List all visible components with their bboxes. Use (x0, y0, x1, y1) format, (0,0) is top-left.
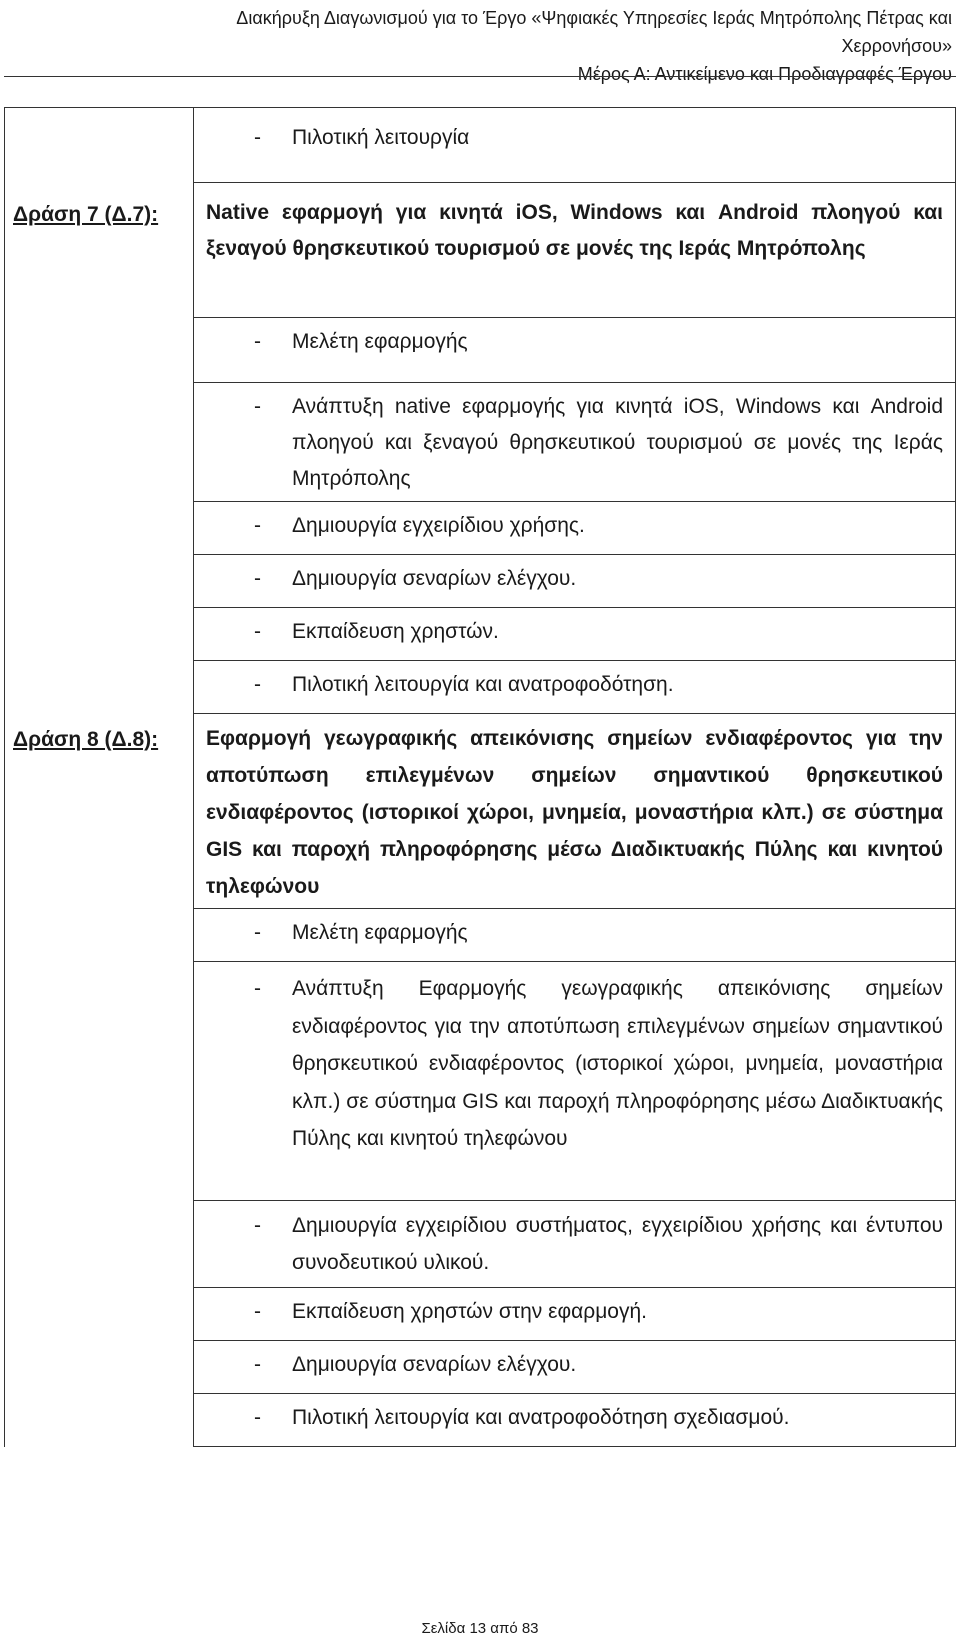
table-cell (194, 1341, 956, 1394)
action-8-title-row (5, 714, 956, 909)
bullet-dash: - (254, 620, 261, 643)
item-text: Εκπαίδευση χρηστών. (292, 620, 499, 643)
header-line-1: Διακήρυξη Διαγωνισμού για το Έργο «Ψηφιακές Υπηρεσίες Ιεράς Μητρόπολης Πέτρας και (236, 8, 952, 28)
table-cell (194, 714, 956, 909)
bullet-dash: - (254, 330, 261, 353)
header-line-2: Χερρονήσου» (841, 36, 952, 56)
table-cell (194, 183, 956, 318)
bullet-dash: - (254, 395, 261, 418)
table-cell (194, 383, 956, 502)
item-text: Πιλοτική λειτουργία και ανατροφοδότηση. (292, 673, 674, 696)
list-item (206, 120, 943, 156)
item-text: Ανάπτυξη Εφαρμογής γεωγραφικής απεικόνισης σημείων ενδιαφέροντος για την αποτύπωση επιλεγμένων σημείων σημαντικού θρησκευτικού ενδιαφέροντος (ιστορικοί χώροι, μνημεία, μοναστήρια κλπ.) σε σύστημα GIS και παροχή πληροφόρησης μέσω Διαδικτυακής Πύλης και κινητού τηλεφώνου (292, 977, 943, 1150)
table-cell (194, 502, 956, 555)
list-item (206, 389, 943, 497)
table-cell (194, 555, 956, 608)
table-cell (194, 1394, 956, 1447)
bullet-dash: - (254, 1353, 261, 1376)
table-cell (194, 1288, 956, 1341)
item-text: Πιλοτική λειτουργία (292, 126, 470, 149)
table-cell (194, 962, 956, 1201)
list-item (206, 1400, 943, 1436)
item-text: Δημιουργία εγχειρίδιου συστήματος, εγχειρίδιου χρήσης και έντυπου συνοδευτικού υλικού. (292, 1214, 943, 1274)
item-text: Δημιουργία εγχειρίδιου χρήσης. (292, 514, 585, 537)
action-7-title: Native εφαρμογή για κινητά iOS, Windows και Android πλοηγού και ξεναγού θρησκευτικού τουρισμού σε μονές της Ιεράς Μητρόπολης (206, 201, 943, 260)
bullet-dash: - (254, 514, 261, 537)
list-item (206, 324, 943, 360)
item-text: Δημιουργία σεναρίων ελέγχου. (292, 567, 577, 590)
header-line-3: Μέρος Α: Αντικείμενο και Προδιαγραφές Έργου (577, 64, 952, 84)
bullet-dash: - (254, 921, 261, 944)
action-8-title: Εφαρμογή γεωγραφικής απεικόνισης σημείων ενδιαφέροντος για την αποτύπωση επιλεγμένων σημείων σημαντικού θρησκευτικού ενδιαφέροντος (ιστορικοί χώροι, μνημεία, μοναστήρια κλπ.) σε σύστημα GIS και παροχή πληροφόρησης μέσω Διαδικτυακής Πύλης και κινητού τηλεφώνου (206, 727, 943, 898)
table-cell (194, 608, 956, 661)
header-divider (4, 76, 956, 77)
list-item (206, 561, 943, 597)
actions-table (4, 107, 956, 1447)
list-item (206, 915, 943, 951)
action-7-label: Δράση 7 (Δ.7): (5, 183, 194, 714)
bullet-dash: - (254, 1214, 261, 1237)
list-item (206, 508, 943, 544)
item-text: Μελέτη εφαρμογής (292, 330, 468, 353)
list-item (206, 970, 943, 1158)
list-item (206, 667, 943, 703)
action-7-title-row (5, 183, 956, 318)
item-text: Ανάπτυξη native εφαρμογής για κινητά iOS, Windows και Android πλοηγού και ξεναγού θρησκευτικού τουρισμού σε μονές της Ιεράς Μητρόπολης (292, 395, 943, 490)
action-8-label: Δράση 8 (Δ.8): (5, 714, 194, 1447)
bullet-dash: - (254, 567, 261, 590)
bullet-dash: - (254, 673, 261, 696)
table-cell (194, 108, 956, 183)
table-cell (194, 1201, 956, 1288)
item-text: Εκπαίδευση χρηστών στην εφαρμογή. (292, 1300, 647, 1323)
list-item (206, 1294, 943, 1330)
list-item (206, 1207, 943, 1281)
item-text: Πιλοτική λειτουργία και ανατροφοδότηση σχεδιασμού. (292, 1406, 790, 1429)
list-item (206, 614, 943, 650)
page-footer: Σελίδα 13 από 83 (421, 1620, 539, 1637)
table-cell (194, 318, 956, 383)
item-text: Μελέτη εφαρμογής (292, 921, 468, 944)
bullet-dash: - (254, 977, 261, 1000)
bullet-dash: - (254, 1300, 261, 1323)
item-text: Δημιουργία σεναρίων ελέγχου. (292, 1353, 577, 1376)
table-cell (194, 661, 956, 714)
table-cell (194, 909, 956, 962)
list-item (206, 1347, 943, 1383)
bullet-dash: - (254, 126, 261, 149)
table-row (5, 108, 956, 183)
bullet-dash: - (254, 1406, 261, 1429)
empty-label-cell (5, 108, 194, 183)
